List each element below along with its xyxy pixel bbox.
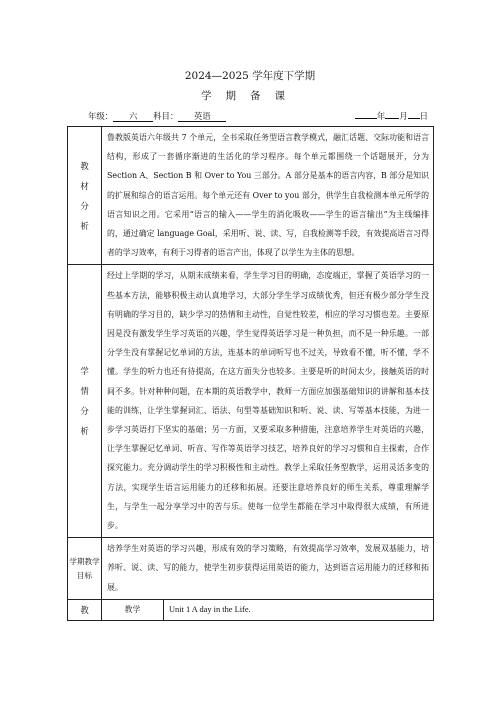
student-analysis-label: 学 情 分 析 — [68, 265, 102, 538]
unit-row-title: Unit 1 A day in the Life. — [164, 599, 434, 620]
semester-goals-text: 培养学生对英语的学习兴趣，形成有效的学习策略，有效提高学习效率，发展双基能力，培养听、说、读、写的能力，使学生初步获得运用英语的能力，达到语言运用能力的迁移和拓展。 — [102, 538, 434, 600]
textbook-analysis-label: 教 材 分 析 — [68, 127, 102, 265]
unit-row — [68, 599, 434, 620]
date-month-blank — [385, 118, 399, 119]
semester-goals-label: 学期教学 目标 — [68, 538, 102, 600]
lesson-plan-table — [67, 126, 434, 621]
subject-label: 科目： — [153, 111, 179, 121]
meta-line — [88, 110, 428, 122]
subject-value: 英语 — [178, 111, 226, 122]
date-field — [355, 110, 428, 122]
grade-value: 六 — [113, 111, 153, 122]
unit-row-col1: 教 — [68, 599, 102, 620]
student-analysis-text: 经过上学期的学习，从期末成绩来看，学生学习目的明确，态度端正，掌握了英语学习的一些基本方法，能够积极主动认真地学习，大部分学生学习成绩优秀，但还有极少部分学生没有明确的学习目的，缺少学习的热情和主动性，自觉性较差，相应的学习习惯也差。主要原因是没有激发学生学习英语的兴趣，学生觉得英语学习是一种负担，而不是一种乐趣。一部分学生没有掌握记忆单词的方法，连基本的单词听写也不过关，导致看不懂，听不懂，学不懂。学生的听力也还有待提高，在这方面失分也较多。主要是听的时间太少，接触英语的时间不多。针对种种问题，在本期的英语教学中，教师一方面应加强基础知识的讲解和基本技能的训练，让学生掌握词汇、语法、句型等基础知识和听、说、读、写等基本技能，为进一步学习英语打下坚实的基础；另一方面，又要采取多种措施，注意培养学生对英语的兴趣，让学生掌握记忆单词、听音、写作等英语学习技艺，培养良好的学习习惯和自主探索，合作探究能力。充分调动学生的学习积极性和主动性。教学上采取任务型教学，运用灵活多变的方法，实现学生语言运用能力的迁移和拓展。还要注意培养良好的师生关系，尊重理解学生，与学生一起分享学习中的苦与乐。使每一位学生都能在学习中取得很大成绩，有所进步。 — [102, 265, 434, 538]
grade-label: 年级： — [88, 111, 114, 121]
semester-goals-row — [68, 538, 434, 600]
textbook-analysis-text: 鲁教版英语六年级共 7 个单元，全书采取任务型语言教学模式，融汇话题、交际功能和语言结构，形成了一套循序渐进的生活化的学习程序。每个单元都围绕一个话题展开，分为 Section A、Section B 和 Over to You 三部分。A 部分是基本的语言内容，B 部分是知识的扩展和综合的语言运用。每个单元还有 Over to you 部分，供学生自我检测本单元所学的语言知识之用。它采用“语言的输入——学生的消化吸收——学生的语言输出”为主线编排的，通过确定 language Goal，采用听、说、读、写，自我检测等手段，有效提高语言习得者的学习效率，有利于习得者的语言产出，体现了以学生为主体的思想。 — [102, 127, 434, 265]
date-year-suffix: 年 — [376, 111, 386, 121]
unit-row-col2: 教学 — [102, 599, 164, 620]
date-year-blank — [355, 118, 377, 119]
student-analysis-row — [68, 265, 434, 538]
date-day-suffix: 日 — [419, 111, 428, 121]
date-month-suffix: 月 — [399, 111, 408, 121]
page-subtitle: 学期备课 — [201, 90, 299, 102]
textbook-analysis-row — [68, 127, 434, 265]
page-title: 2024—2025 学年度下学期 — [184, 70, 316, 82]
date-day-blank — [408, 118, 420, 119]
